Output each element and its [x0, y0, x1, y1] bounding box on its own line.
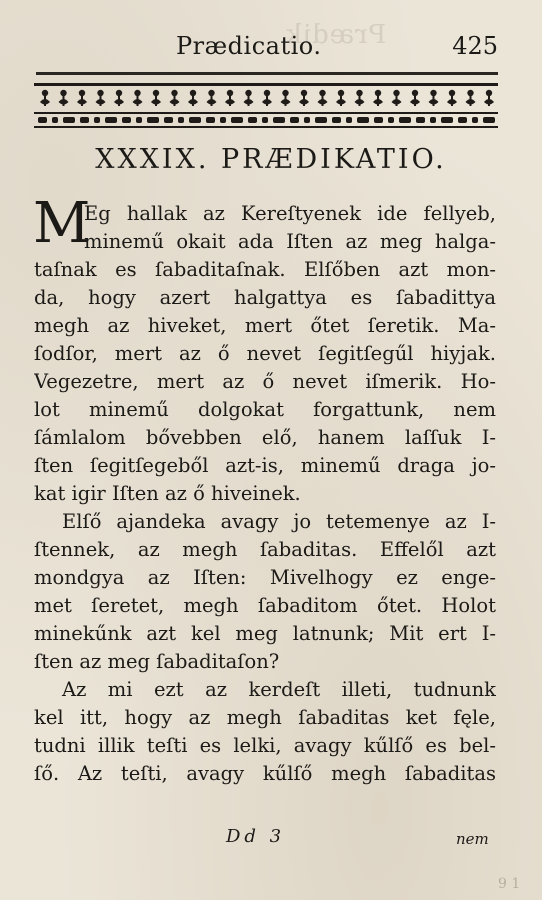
text-line: Eg hallak az Kereſtyenek ide fellyeb,	[84, 202, 496, 225]
fleuron-glyph	[225, 90, 235, 106]
fleuron-glyph	[77, 90, 87, 106]
bead-glyph	[52, 117, 58, 123]
fleuron-glyph	[40, 90, 50, 106]
bead-glyph	[262, 117, 268, 123]
bead-glyph	[357, 117, 369, 123]
bleed-through-text: Prædik	[285, 20, 387, 50]
fleuron-glyph	[373, 90, 383, 106]
text-line: Az mi ezt az kerdeſt illeti, tudnunk	[62, 678, 496, 701]
fleuron-glyph	[429, 90, 439, 106]
text-line: ſő. Az teſti, avagy kűlſő megh ſabaditas	[34, 762, 496, 785]
text-line: ſten az meg ſabaditaſon?	[34, 650, 280, 673]
text-line: ſtennek, az megh ſabaditas. Effelől azt	[34, 538, 496, 561]
text-line: mondgya az Iſten: Mivelhogy ez enge-	[34, 566, 496, 589]
ornament-band	[34, 82, 498, 132]
bead-glyph	[248, 117, 257, 123]
signature-mark: Dd 3	[226, 826, 286, 847]
fleuron-glyph	[170, 90, 180, 106]
drop-cap: M	[33, 191, 91, 256]
bead-glyph	[136, 117, 142, 123]
bead-glyph	[94, 117, 100, 123]
text-line: kel itt, hogy az megh ſabaditas ket fęle,	[34, 706, 496, 729]
text-line: da, hogy azert halgattya es ſabadittya	[34, 286, 496, 309]
page-number: 425	[452, 32, 498, 60]
fleuron-glyph	[244, 90, 254, 106]
bead-glyph	[80, 117, 89, 123]
bead-glyph	[38, 117, 47, 123]
text-line: ſten ſegitſegeből azt-is, minemű draga jo-	[34, 454, 496, 477]
text-line: kat igir Iſten az ő hiveinek.	[34, 482, 301, 505]
bead-glyph	[63, 117, 75, 123]
text-line: minemű okait ada Iſten az meg halga-	[84, 230, 496, 253]
bead-glyph	[220, 117, 226, 123]
text-line: lot minemű dolgokat forgattunk, nem	[34, 398, 496, 421]
fleuron-glyph	[96, 90, 106, 106]
fleuron-glyph	[318, 90, 328, 106]
running-title: Prædicatio.	[176, 32, 322, 60]
bead-glyph	[147, 117, 159, 123]
fleuron-glyph	[207, 90, 217, 106]
fleuron-glyph	[262, 90, 272, 106]
fleuron-glyph	[484, 90, 494, 106]
running-head	[36, 32, 506, 66]
bead-glyph	[189, 117, 201, 123]
bead-glyph	[374, 117, 383, 123]
fleuron-glyph	[114, 90, 124, 106]
margin-mark: 9 1	[498, 876, 521, 892]
fleuron-glyph	[188, 90, 198, 106]
text-line: met ſeretet, megh ſabaditom őtet. Holot	[34, 594, 496, 617]
catchword: nem	[456, 830, 489, 848]
fleuron-glyph	[447, 90, 457, 106]
text-line: tudni illik teſti es lelki, avagy kűlſő es bel-	[34, 734, 496, 757]
fleuron-glyph	[59, 90, 69, 106]
bead-glyph	[290, 117, 299, 123]
bead-glyph	[304, 117, 310, 123]
bead-glyph	[441, 117, 453, 123]
bead-glyph	[483, 117, 495, 123]
fleuron-glyph	[133, 90, 143, 106]
text-line: ſámlalom bővebben elő, hanem laſſuk I-	[34, 426, 496, 449]
bead-glyph	[416, 117, 425, 123]
chapter-title: XXXIX. PRÆDIKATIO.	[95, 144, 447, 175]
fleuron-glyph	[392, 90, 402, 106]
bead-glyph	[122, 117, 131, 123]
fleuron-glyph	[281, 90, 291, 106]
bead-glyph	[164, 117, 173, 123]
bead-glyph	[178, 117, 184, 123]
text-line: Elſő ajandeka avagy jo tetemenye az I-	[62, 510, 496, 533]
fleuron-glyph	[336, 90, 346, 106]
bead-glyph	[206, 117, 215, 123]
bead-glyph	[458, 117, 467, 123]
bead-glyph	[105, 117, 117, 123]
bead-glyph	[231, 117, 243, 123]
text-line: taſnak es ſabaditaſnak. Elſőben azt mon-	[34, 258, 496, 281]
bead-glyph	[346, 117, 352, 123]
fleuron-glyph	[151, 90, 161, 106]
bead-glyph	[332, 117, 341, 123]
text-line: Vegezetre, mert az ő nevet iſmerik. Ho-	[34, 370, 496, 393]
bead-glyph	[273, 117, 285, 123]
text-line: minekűnk azt kel meg latnunk; Mit ert I-	[34, 622, 496, 645]
text-line: megh az hiveket, mert őtet ſeretik. Ma-	[34, 314, 496, 337]
bead-glyph	[399, 117, 411, 123]
fleuron-glyph	[355, 90, 365, 106]
text-line: ſodſor, mert az ő nevet ſegitſegűl hiyjak.	[34, 342, 496, 365]
bead-glyph	[315, 117, 327, 123]
fleuron-glyph	[466, 90, 476, 106]
bead-glyph	[388, 117, 394, 123]
fleuron-glyph	[299, 90, 309, 106]
bead-glyph	[472, 117, 478, 123]
fleuron-glyph	[410, 90, 420, 106]
bead-glyph	[430, 117, 436, 123]
header-rule	[36, 72, 498, 75]
